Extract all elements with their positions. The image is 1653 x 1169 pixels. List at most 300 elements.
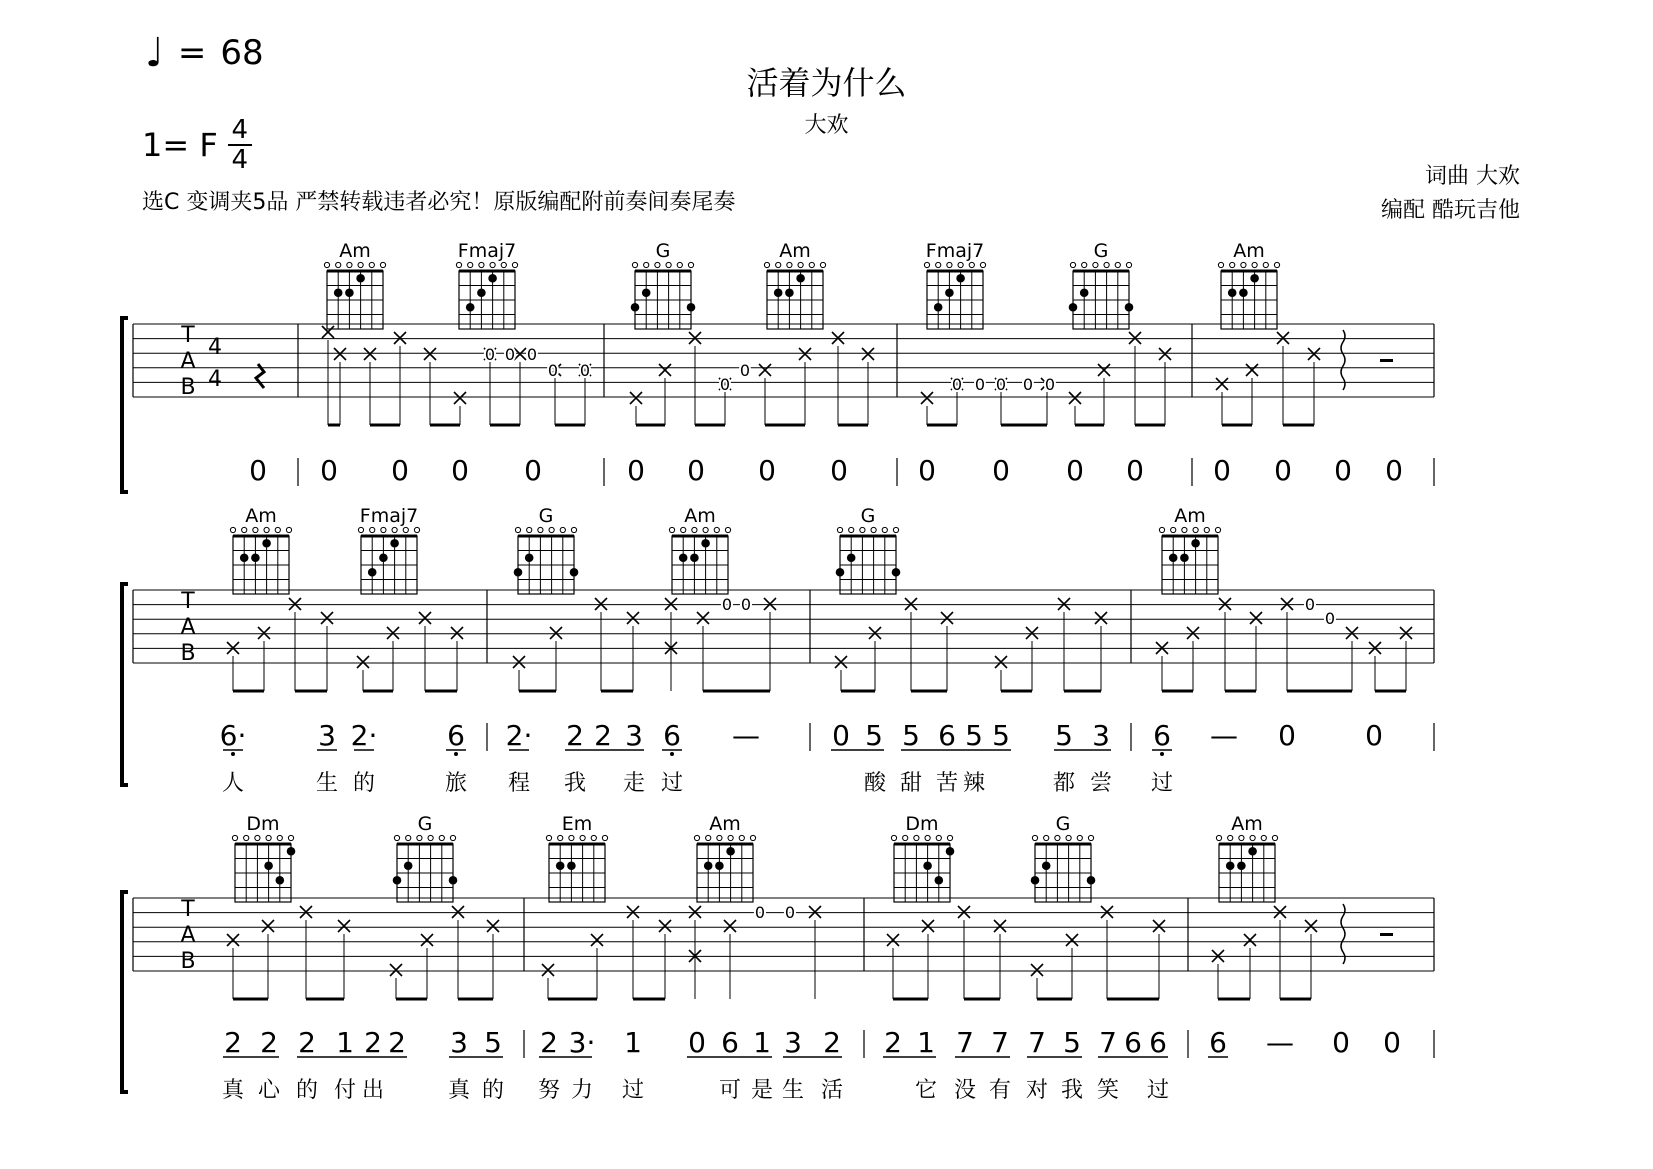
jianpu-note: 1	[624, 1026, 642, 1059]
jianpu-note: 5	[1055, 719, 1073, 752]
arrangement-note: 选C 变调夹5品 严禁转载违者必究！原版编配附前奏间奏尾奏	[142, 190, 736, 215]
finger-dot	[276, 876, 285, 885]
chord-name: Fmaj7	[925, 240, 985, 262]
finger-dot	[264, 861, 273, 870]
finger-dot	[704, 861, 713, 870]
chord-diagram-fmaj7	[358, 505, 419, 594]
chord-diagram-dm	[891, 813, 954, 902]
tab-clef-letter: T	[181, 897, 195, 922]
chord-name: G	[417, 813, 433, 835]
finger-dot	[642, 288, 651, 297]
lyric-char: 过	[1150, 771, 1174, 796]
lyric-char: 真	[221, 1078, 245, 1103]
chord-name: G	[1055, 813, 1071, 835]
lyric-char: 笑	[1096, 1078, 1120, 1103]
lyric-char: 的	[352, 771, 376, 796]
open-string-mark	[688, 262, 693, 267]
tab-clef-letter: B	[180, 641, 196, 666]
finger-dot	[1248, 847, 1257, 856]
finger-dot	[701, 539, 710, 548]
jianpu-note: 0	[1334, 454, 1352, 487]
fret-number: 0	[579, 361, 591, 380]
jianpu-note: 6	[1209, 1026, 1227, 1059]
jianpu-note: 5	[992, 719, 1010, 752]
open-string-mark	[468, 262, 473, 267]
open-string-mark	[669, 527, 674, 532]
finger-dot	[1237, 861, 1246, 870]
open-string-mark	[277, 835, 282, 840]
chord-diagram-g	[514, 505, 579, 594]
chord-name: Am	[1231, 813, 1263, 835]
open-string-mark	[414, 527, 419, 532]
tab-clef-letter: A	[180, 615, 196, 640]
open-string-mark	[288, 835, 293, 840]
jianpu-note: 2·	[350, 719, 378, 752]
jianpu-note: 6	[1149, 1026, 1167, 1059]
open-string-mark	[515, 527, 520, 532]
finger-dot	[956, 274, 965, 283]
fret-number: 0	[1324, 609, 1336, 628]
fret-number: 0	[504, 345, 516, 364]
chord-diagram-g	[1031, 813, 1096, 902]
jianpu-note: 0	[1126, 454, 1144, 487]
open-string-mark	[336, 262, 341, 267]
open-string-mark	[324, 262, 329, 267]
open-string-mark	[1032, 835, 1037, 840]
jianpu-note: 1	[336, 1026, 354, 1059]
open-string-mark	[406, 835, 411, 840]
jianpu-note: 0	[992, 454, 1010, 487]
octave-dot	[231, 752, 235, 756]
open-string-mark	[549, 527, 554, 532]
fret-number: 0	[1304, 595, 1316, 614]
finger-dot	[946, 847, 955, 856]
tab-time-sig: 4	[208, 367, 222, 392]
open-string-mark	[694, 835, 699, 840]
open-string-mark	[538, 527, 543, 532]
finger-dot	[477, 288, 486, 297]
finger-dot	[251, 553, 260, 562]
chord-name: Am	[339, 240, 371, 262]
chord-diagram-em	[546, 813, 607, 902]
open-string-mark	[546, 835, 551, 840]
lyric-char: 付	[333, 1078, 357, 1103]
open-string-mark	[1263, 262, 1268, 267]
open-string-mark	[714, 527, 719, 532]
open-string-mark	[725, 527, 730, 532]
open-string-mark	[230, 527, 235, 532]
open-string-mark	[947, 835, 952, 840]
jianpu-note: 0	[1365, 719, 1383, 752]
open-string-mark	[381, 527, 386, 532]
open-string-mark	[1115, 262, 1120, 267]
open-string-mark	[1055, 835, 1060, 840]
chord-name: Fmaj7	[457, 240, 517, 262]
finger-dot	[1069, 303, 1078, 312]
finger-dot	[1250, 274, 1259, 283]
chord-diagram-g	[393, 813, 458, 902]
chord-diagram-fmaj7	[456, 240, 517, 329]
lyric-char: 程	[507, 771, 531, 796]
chord-diagram-g	[631, 240, 696, 329]
open-string-mark	[849, 527, 854, 532]
jianpu-note: 5	[902, 719, 920, 752]
quarter-note-icon: ♩	[145, 30, 164, 76]
jianpu-note: 2	[540, 1026, 558, 1059]
lyric-char: 生	[781, 1078, 805, 1103]
open-string-mark	[924, 262, 929, 267]
finger-dot	[892, 568, 901, 577]
time-sig-top: 4	[231, 115, 249, 145]
fret-number: 0	[784, 903, 796, 922]
open-string-mark	[1159, 527, 1164, 532]
jianpu-note: 3	[1092, 719, 1110, 752]
open-string-mark	[893, 527, 898, 532]
open-string-mark	[1241, 262, 1246, 267]
finger-dot	[923, 861, 932, 870]
open-string-mark	[591, 835, 596, 840]
jianpu-note: 5	[484, 1026, 502, 1059]
open-string-mark	[264, 527, 269, 532]
open-string-mark	[479, 262, 484, 267]
lyric-char: 的	[481, 1078, 505, 1103]
finger-dot	[262, 539, 271, 548]
open-string-mark	[1104, 262, 1109, 267]
open-string-mark	[925, 835, 930, 840]
lyric-char: 生	[315, 771, 339, 796]
open-string-mark	[370, 527, 375, 532]
lyric-char: 可	[718, 1078, 742, 1103]
open-string-mark	[253, 527, 258, 532]
jianpu-note: 2	[364, 1026, 382, 1059]
finger-dot	[1239, 288, 1248, 297]
chord-name: Am	[1233, 240, 1265, 262]
jianpu-note: 3	[318, 719, 336, 752]
finger-dot	[631, 303, 640, 312]
lyric-char: 有	[988, 1078, 1012, 1103]
lyric-char: 甜	[899, 771, 923, 796]
tab-clef-letter: B	[180, 949, 196, 974]
open-string-mark	[527, 527, 532, 532]
open-string-mark	[403, 527, 408, 532]
finger-dot	[690, 553, 699, 562]
open-string-mark	[1230, 262, 1235, 267]
open-string-mark	[358, 262, 363, 267]
jianpu-note: 7	[956, 1026, 974, 1059]
tab-clef-letter: T	[181, 589, 195, 614]
open-string-mark	[739, 835, 744, 840]
open-string-mark	[655, 262, 660, 267]
open-string-mark	[1070, 262, 1075, 267]
fret-number: 0	[484, 345, 496, 364]
chord-name: G	[1093, 240, 1109, 262]
finger-dot	[715, 861, 724, 870]
tab-clef-letter: B	[180, 375, 196, 400]
open-string-mark	[347, 262, 352, 267]
fret-number: 0	[951, 375, 963, 394]
lyric-char: 走	[622, 771, 646, 796]
open-string-mark	[266, 835, 271, 840]
chord-diagram-am	[694, 813, 755, 902]
jianpu-note: 0	[320, 454, 338, 487]
fret-number: 0	[740, 595, 752, 614]
jianpu-note: —	[1266, 1026, 1294, 1059]
open-string-mark	[969, 262, 974, 267]
finger-dot	[345, 288, 354, 297]
fret-number: 0	[721, 595, 733, 614]
chord-name: G	[860, 505, 876, 527]
finger-dot	[567, 861, 576, 870]
lyric-char: 心	[257, 1078, 281, 1103]
open-string-mark	[706, 835, 711, 840]
fret-number: 0	[547, 361, 559, 380]
jianpu-note: 0	[830, 454, 848, 487]
finger-dot	[796, 274, 805, 283]
open-string-mark	[1272, 835, 1277, 840]
open-string-mark	[242, 527, 247, 532]
chord-name: Dm	[246, 813, 280, 835]
open-string-mark	[677, 262, 682, 267]
jianpu-note: 6	[663, 719, 681, 752]
lyric-char: 活	[820, 1078, 844, 1103]
jianpu-note: 5	[965, 719, 983, 752]
open-string-mark	[560, 527, 565, 532]
open-string-mark	[903, 835, 908, 840]
finger-dot	[368, 568, 377, 577]
fret-number: 0	[995, 375, 1007, 394]
jianpu-note: 7	[1099, 1026, 1117, 1059]
system-bracket	[122, 584, 128, 785]
lyric-char: 努	[537, 1078, 561, 1103]
jianpu-note: 2	[224, 1026, 242, 1059]
fret-number: 0	[739, 361, 751, 380]
jianpu-note: 0	[758, 454, 776, 487]
chord-name: Am	[684, 505, 716, 527]
open-string-mark	[809, 262, 814, 267]
finger-dot	[379, 553, 388, 562]
octave-dot	[1160, 752, 1164, 756]
jianpu-note: 2	[298, 1026, 316, 1059]
chord-name: Am	[1174, 505, 1206, 527]
lyric-char: 辣	[962, 771, 986, 796]
open-string-mark	[1066, 835, 1071, 840]
open-string-mark	[837, 527, 842, 532]
open-string-mark	[891, 835, 896, 840]
open-string-mark	[1204, 527, 1209, 532]
jianpu-note: 6	[1124, 1026, 1142, 1059]
finger-dot	[466, 303, 475, 312]
jianpu-note: 0	[249, 454, 267, 487]
jianpu-note: 5	[1063, 1026, 1081, 1059]
open-string-mark	[764, 262, 769, 267]
lyric-char: 尝	[1089, 771, 1113, 796]
lyric-char: 对	[1025, 1078, 1049, 1103]
time-sig-bottom: 4	[231, 145, 249, 175]
open-string-mark	[286, 527, 291, 532]
open-string-mark	[936, 262, 941, 267]
chord-name: Am	[245, 505, 277, 527]
chord-name: Am	[779, 240, 811, 262]
system-bracket	[122, 892, 128, 1092]
jianpu-note: 2	[884, 1026, 902, 1059]
chord-diagram-am	[1159, 505, 1220, 594]
lyric-char: 没	[953, 1078, 977, 1103]
jianpu-note: 0	[524, 454, 542, 487]
open-string-mark	[501, 262, 506, 267]
open-string-mark	[392, 527, 397, 532]
lyric-char: 苦	[935, 771, 959, 796]
lyric-char: 是	[750, 1078, 774, 1103]
open-string-mark	[798, 262, 803, 267]
jianpu-note: 1	[753, 1026, 771, 1059]
system-bracket	[122, 318, 128, 492]
open-string-mark	[750, 835, 755, 840]
open-string-mark	[358, 527, 363, 532]
finger-dot	[687, 303, 696, 312]
open-string-mark	[1193, 527, 1198, 532]
jianpu-note: 0	[1383, 1026, 1401, 1059]
open-string-mark	[728, 835, 733, 840]
open-string-mark	[776, 262, 781, 267]
fret-number: 0	[1022, 375, 1034, 394]
open-string-mark	[439, 835, 444, 840]
fret-number: 0	[754, 903, 766, 922]
chord-diagram-am	[669, 505, 730, 594]
finger-dot	[1125, 303, 1134, 312]
open-string-mark	[428, 835, 433, 840]
open-string-mark	[1126, 262, 1131, 267]
song-title: 活着为什么	[746, 64, 907, 102]
finger-dot	[570, 568, 579, 577]
jianpu-note: 0	[391, 454, 409, 487]
open-string-mark	[644, 262, 649, 267]
chord-diagram-dm	[232, 813, 295, 902]
octave-dot	[454, 752, 458, 756]
open-string-mark	[255, 835, 260, 840]
open-string-mark	[380, 262, 385, 267]
octave-dot	[670, 752, 674, 756]
jianpu-note: 6	[938, 719, 956, 752]
open-string-mark	[1218, 262, 1223, 267]
tempo-value: 68	[220, 33, 264, 73]
credit-lyrics: 词曲 大欢	[1425, 164, 1520, 189]
jianpu-note: 0	[1385, 454, 1403, 487]
open-string-mark	[369, 262, 374, 267]
jianpu-note: 3	[625, 719, 643, 752]
lyric-char: 都	[1052, 771, 1076, 796]
credit-arranger: 编配 酷玩吉他	[1381, 198, 1520, 223]
open-string-mark	[980, 262, 985, 267]
open-string-mark	[512, 262, 517, 267]
open-string-mark	[958, 262, 963, 267]
finger-dot	[1226, 861, 1235, 870]
open-string-mark	[1044, 835, 1049, 840]
open-string-mark	[871, 527, 876, 532]
lyric-char: 它	[914, 1078, 938, 1103]
open-string-mark	[450, 835, 455, 840]
lyric-char: 旅	[444, 771, 468, 796]
jianpu-note: 0	[832, 719, 850, 752]
finger-dot	[1031, 876, 1040, 885]
open-string-mark	[558, 835, 563, 840]
finger-dot	[514, 568, 523, 577]
open-string-mark	[692, 527, 697, 532]
open-string-mark	[232, 835, 237, 840]
open-string-mark	[882, 527, 887, 532]
open-string-mark	[860, 527, 865, 532]
finger-dot	[1080, 288, 1089, 297]
jianpu-note: 7	[1028, 1026, 1046, 1059]
jianpu-note: 0	[918, 454, 936, 487]
jianpu-note: 2	[594, 719, 612, 752]
chord-name: Am	[709, 813, 741, 835]
finger-dot	[785, 288, 794, 297]
chord-name: Fmaj7	[359, 505, 419, 527]
jianpu-note: 6·	[219, 719, 247, 752]
fret-number: 0	[1044, 375, 1056, 394]
open-string-mark	[1274, 262, 1279, 267]
fret-number: 0	[526, 345, 538, 364]
lyric-char: 过	[660, 771, 684, 796]
chord-diagram-fmaj7	[924, 240, 985, 329]
chord-name: G	[538, 505, 554, 527]
finger-dot	[334, 288, 343, 297]
open-string-mark	[681, 527, 686, 532]
open-string-mark	[569, 835, 574, 840]
open-string-mark	[1093, 262, 1098, 267]
lyric-char: 酸	[863, 771, 887, 796]
fret-number: 0	[974, 375, 986, 394]
jianpu-note: —	[1210, 719, 1238, 752]
lyric-char: 过	[621, 1078, 645, 1103]
finger-dot	[847, 553, 856, 562]
finger-dot	[488, 274, 497, 283]
open-string-mark	[703, 527, 708, 532]
finger-dot	[836, 568, 845, 577]
jianpu-note: 2	[566, 719, 584, 752]
open-string-mark	[1261, 835, 1266, 840]
finger-dot	[404, 861, 413, 870]
open-string-mark	[947, 262, 952, 267]
chord-name: G	[655, 240, 671, 262]
jianpu-note: 0	[451, 454, 469, 487]
open-string-mark	[1252, 262, 1257, 267]
open-string-mark	[571, 527, 576, 532]
jianpu-note: 6	[721, 1026, 739, 1059]
finger-dot	[1180, 553, 1189, 562]
lyric-char: 我	[1060, 1078, 1084, 1103]
chord-diagram-am	[1218, 240, 1279, 329]
open-string-mark	[936, 835, 941, 840]
lyric-char: 力	[570, 1078, 594, 1103]
jianpu-note: 3	[784, 1026, 802, 1059]
jianpu-note: 0	[688, 1026, 706, 1059]
jianpu-note: 5	[865, 719, 883, 752]
finger-dot	[1169, 553, 1178, 562]
fret-number: 0	[719, 375, 731, 394]
open-string-mark	[1216, 835, 1221, 840]
finger-dot	[1042, 861, 1051, 870]
lyric-char: 真	[447, 1078, 471, 1103]
jianpu-note: 6	[1153, 719, 1171, 752]
jianpu-note: 2·	[505, 719, 533, 752]
lyric-char: 的	[295, 1078, 319, 1103]
chord-name: Dm	[905, 813, 939, 835]
open-string-mark	[490, 262, 495, 267]
jianpu-note: 0	[1332, 1026, 1350, 1059]
tab-time-sig: 4	[208, 335, 222, 360]
open-string-mark	[1250, 835, 1255, 840]
